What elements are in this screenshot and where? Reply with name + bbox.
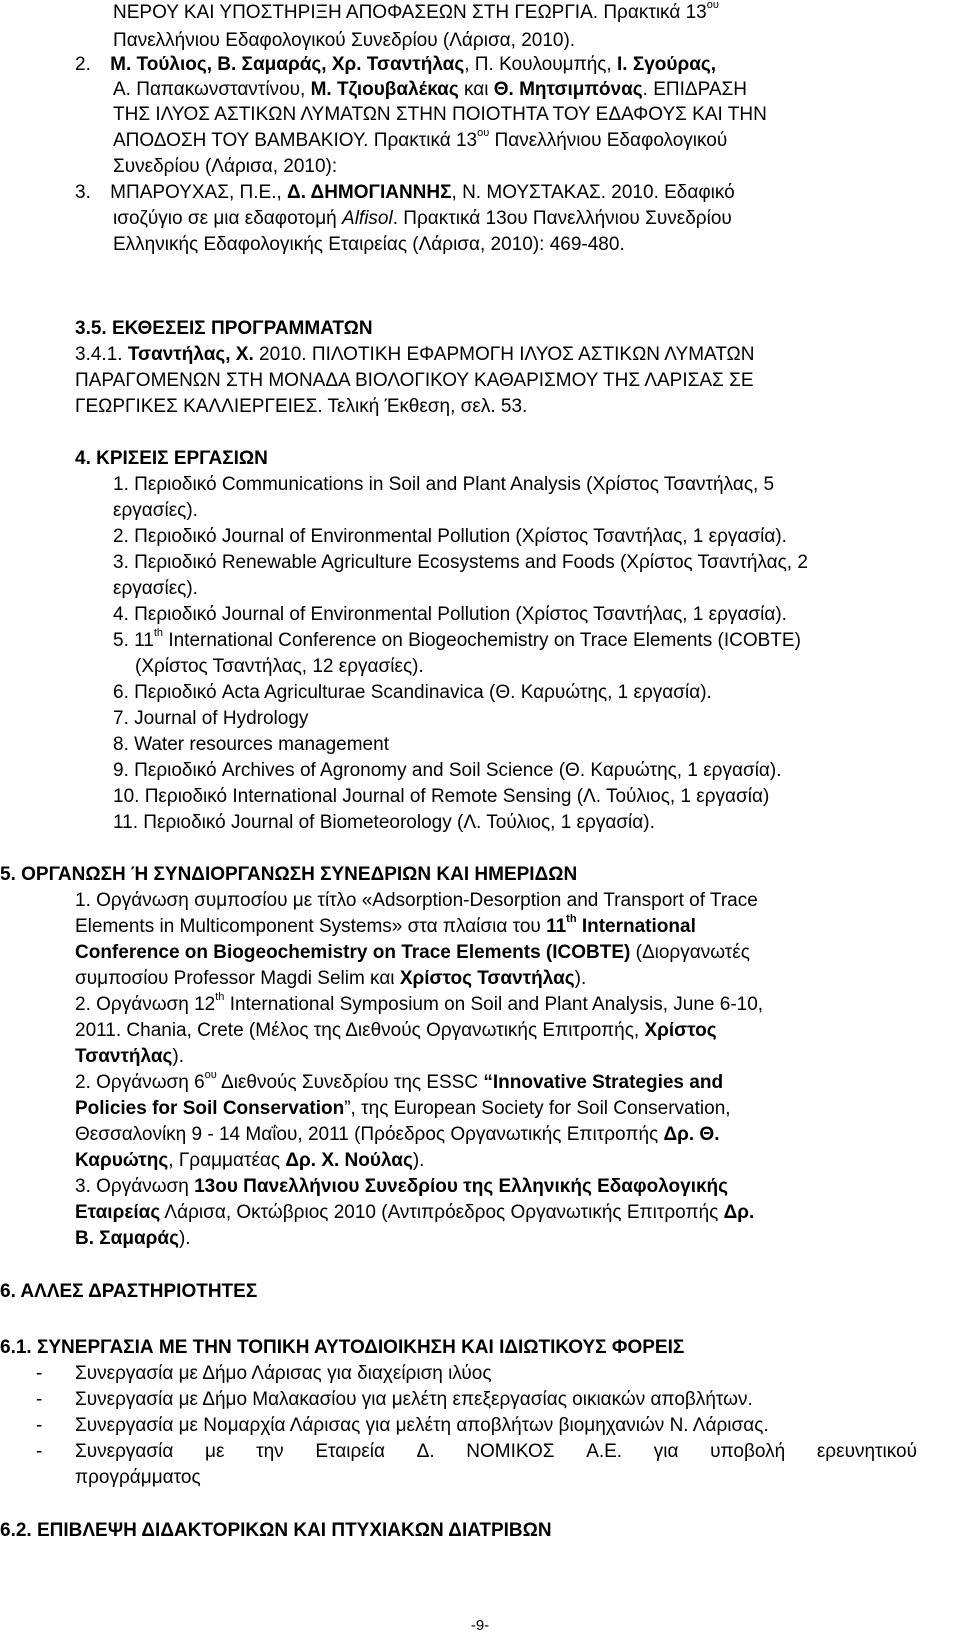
review-item: 11. Περιοδικό Journal of Biometeorology (Λ. Τούλιος, 1 εργασία). [113, 812, 655, 833]
word: Εταιρεία [315, 1441, 385, 1462]
text-bold: Δρ. [723, 1202, 755, 1223]
superscript: ου [204, 1068, 217, 1081]
review-item: εργασίες). [113, 500, 198, 521]
pub1-line1 [113, 0, 719, 26]
pub2-line5: Συνεδρίου (Λάρισα, 2010): [113, 156, 338, 177]
org-line [75, 992, 763, 1018]
word: Συνεργασία [75, 1441, 174, 1462]
text: ΑΠΟΔΟΣΗ ΤΟΥ ΒΑΜΒΑΚΙΟΥ. Πρακτικά 13 [113, 130, 478, 151]
text-bold: “Innovative Strategies and [483, 1072, 724, 1093]
text: , Γραμματέας [168, 1150, 286, 1171]
pub2-line3: ΤΗΣ ΙΛΥΟΣ ΑΣΤΙΚΩΝ ΛΥΜΑΤΩΝ ΣΤΗΝ ΠΟΙΟΤΗΤΑ ΤΟΥ ΕΔΑΦΟΥΣ ΚΑΙ ΤΗΝ [113, 104, 767, 125]
text: Α. Παπακωνσταντίνου, [113, 79, 311, 100]
word: ΝΟΜΙΚΟΣ [466, 1441, 555, 1462]
bullet-item: Συνεργασία με Δήμο Μαλακασίου για μελέτη επεξεργασίας οικιακών αποβλήτων. [75, 1389, 753, 1410]
pub2-line1 [75, 52, 716, 78]
text: 2011. Chania, Crete (Μέλος της Διεθνούς Οργανωτικής Επιτροπής, [75, 1020, 645, 1041]
org-line [75, 1018, 717, 1044]
text-bold: Δρ. Θ. [663, 1124, 720, 1145]
text-bold: 13ου Πανελλήνιου Συνεδρίου της Ελληνικής Εδαφολογικής [194, 1176, 729, 1197]
word: Δ. [416, 1441, 435, 1462]
section-heading-3-5: 3.5. ΕΚΘΕΣΕΙΣ ΠΡΟΓΡΑΜΜΑΤΩΝ [75, 318, 373, 339]
org-line [75, 1096, 731, 1122]
text: Θεσσαλονίκη 9 - 14 Μαΐου, 2011 (Πρόεδρος Οργανωτικής Επιτροπής [75, 1124, 664, 1145]
text: 5. 11 [113, 630, 154, 651]
review-item: 2. Περιοδικό Journal of Environmental Pollution (Χρίστος Τσαντήλας, 1 εργασία). [113, 526, 787, 547]
page-number: -9- [470, 1617, 490, 1634]
author-bold: Δ. ΔΗΜΟΓΙΑΝΝΗΣ [287, 182, 452, 203]
review-item [113, 628, 801, 654]
text: ”, της European Society for Soil Conservation, [344, 1098, 731, 1119]
text: Διεθνούς Συνεδρίου της ESSC [216, 1072, 484, 1093]
text: συμποσίου Professor Magdi Selim και [75, 968, 400, 989]
text: 2. Οργάνωση 6 [75, 1072, 205, 1093]
org-line [75, 1200, 754, 1226]
org-line [75, 966, 586, 992]
pub3-line2 [113, 206, 732, 232]
text: International Symposium on Soil and Plant Analysis, June 6-10, [224, 994, 764, 1015]
text: (Διοργανωτές [630, 942, 750, 963]
superscript: ου [706, 0, 719, 11]
org-line [75, 1122, 719, 1148]
review-item: 1. Περιοδικό Communications in Soil and Plant Analysis (Χρίστος Τσαντήλας, 5 [113, 474, 775, 495]
text: 3.4.1. [75, 344, 128, 365]
superscript: th [153, 626, 164, 639]
text-bold: Χρίστος Τσαντήλας [399, 968, 575, 989]
report-line3: ΓΕΩΡΓΙΚΕΣ ΚΑΛΛΙΕΡΓΕΙΕΣ. Τελική Έκθεση, σελ. 53. [75, 396, 528, 417]
word: για [653, 1441, 679, 1462]
section-heading-4: 4. ΚΡΙΣΕΙΣ ΕΡΓΑΣΙΩΝ [75, 448, 268, 469]
review-item: 4. Περιοδικό Journal of Environmental Pollution (Χρίστος Τσαντήλας, 1 εργασία). [113, 604, 787, 625]
report-line1 [75, 342, 754, 368]
section-heading-6: 6. ΑΛΛΕΣ ΔΡΑΣΤΗΡΙΟΤΗΤΕΣ [0, 1281, 258, 1302]
word: ερευνητικού [816, 1441, 917, 1462]
text: ). [172, 1046, 185, 1067]
pub3-line1 [75, 180, 735, 206]
word: υποβολή [710, 1441, 786, 1462]
superscript: th [215, 990, 225, 1003]
text: και [458, 79, 494, 100]
review-item: εργασίες). [113, 578, 198, 599]
section-heading-5: 5. ΟΡΓΑΝΩΣΗ Ή ΣΥΝΔΙΟΡΓΑΝΩΣΗ ΣΥΝΕΔΡΙΩΝ ΚΑΙ ΗΜΕΡΙΔΩΝ [0, 864, 578, 885]
text-bold: Εταιρείας [75, 1202, 161, 1223]
text: , Ν. ΜΟΥΣΤΑΚΑΣ. 2010. Εδαφικό [451, 182, 735, 203]
review-item: 7. Journal of Hydrology [113, 708, 309, 729]
item-number: 2. [75, 54, 91, 75]
text-bold: Policies for Soil Conservation [75, 1098, 345, 1119]
bullet-dash: - [36, 1441, 43, 1462]
bullet-dash: - [36, 1415, 43, 1436]
text: ). [412, 1150, 425, 1171]
org-line: 1. Οργάνωση συμποσίου με τίτλο «Adsorption-Desorption and Transport of Trace [75, 890, 758, 911]
pub1-line2: Πανελλήνιου Εδαφολογικού Συνεδρίου (Λάρισα, 2010). [113, 30, 576, 51]
bullet-item: Συνεργασία με Δήμο Λάρισας για διαχείριση ιλύος [75, 1363, 492, 1384]
text: . Πρακτικά 13ου Πανελλήνιου Συνεδρίου [392, 208, 732, 229]
text: Elements in Multicomponent Systems» στα πλαίσια του [75, 916, 547, 937]
org-line [75, 1044, 184, 1070]
review-item: (Χρίστος Τσαντήλας, 12 εργασίες). [135, 656, 424, 677]
word: με [205, 1441, 225, 1462]
review-item: 6. Περιοδικό Acta Agriculturae Scandinavica (Θ. Καρυώτης, 1 εργασία). [113, 682, 712, 703]
text-bold: Τσαντήλας [75, 1046, 173, 1067]
org-line [75, 1148, 424, 1174]
superscript: th [566, 912, 577, 925]
author-bold: Ι. Σγούρας, [616, 54, 717, 75]
review-item: 9. Περιοδικό Archives of Agronomy and Soil Science (Θ. Καρυώτης, 1 εργασία). [113, 760, 782, 781]
text-bold: Καρυώτης [75, 1150, 169, 1171]
author-bold: Μ. Τζιουβαλέκας [310, 79, 459, 100]
bullet-item: Συνεργασία με Νομαρχία Λάρισας για μελέτη αποβλήτων βιομηχανιών Ν. Λάρισας. [75, 1415, 769, 1436]
text: 3. Οργάνωση [75, 1176, 195, 1197]
superscript: ου [477, 126, 490, 139]
italic-term: Alfisol [342, 208, 393, 229]
text-bold: Conference on Biogeochemistry on Trace Elements (ICOBTE) [75, 942, 631, 963]
text: Λάρισα, Οκτώβριος 2010 (Αντιπρόεδρος Οργανωτικής Επιτροπής [160, 1202, 724, 1223]
bullet-item-cont: προγράμματος [75, 1467, 201, 1488]
item-number: 3. [75, 182, 91, 203]
text-bold: 11 [546, 916, 567, 937]
org-line [75, 1174, 728, 1200]
text: 2. Οργάνωση 12 [75, 994, 216, 1015]
bullet-dash: - [36, 1363, 43, 1384]
text: ). [574, 968, 587, 989]
pub2-line2 [113, 77, 747, 103]
author-bold: Μ. Τούλιος, Β. Σαμαράς, Χρ. Τσαντήλας [110, 54, 465, 75]
review-item: 10. Περιοδικό International Journal of Remote Sensing (Λ. Τούλιος, 1 εργασία) [113, 786, 770, 807]
org-line [75, 940, 750, 966]
text: International Conference on Biogeochemistry on Trace Elements (ICOBTE) [163, 630, 801, 651]
word: Α.Ε. [586, 1441, 623, 1462]
pub3-line3: Ελληνικής Εδαφολογικής Εταιρείας (Λάρισα, 2010): 469-480. [113, 234, 625, 255]
author-bold: Θ. Μητσιμπόνας [493, 79, 643, 100]
text-bold: International [576, 916, 696, 937]
subsection-heading-6-1: 6.1. ΣΥΝΕΡΓΑΣΙΑ ΜΕ ΤΗΝ ΤΟΠΙΚΗ ΑΥΤΟΔΙΟΙΚΗΣΗ ΚΑΙ ΙΔΙΩΤΙΚΟΥΣ ΦΟΡΕΙΣ [0, 1337, 685, 1358]
bullet-dash: - [36, 1389, 43, 1410]
text: . ΕΠΙΔΡΑΣΗ [642, 79, 747, 100]
text: ΝΕΡΟΥ ΚΑΙ ΥΠΟΣΤΗΡΙΞΗ ΑΠΟΦΑΣΕΩΝ ΣΤΗ ΓΕΩΡΓΙΑ. Πρακτικά 13 [113, 2, 707, 23]
word: την [256, 1441, 284, 1462]
text-bold: Δρ. Χ. Νούλας [285, 1150, 413, 1171]
text: ΜΠΑΡΟΥΧΑΣ, Π.Ε., [110, 182, 288, 203]
org-line [75, 1070, 723, 1096]
text-bold: Β. Σαμαράς [75, 1228, 179, 1249]
bullet-item-justified [75, 1439, 917, 1465]
org-line [75, 1226, 191, 1252]
text: ισοζύγιο σε μια εδαφοτομή [113, 208, 343, 229]
author-bold: Τσαντήλας, Χ. [127, 344, 254, 365]
review-item: 3. Περιοδικό Renewable Agriculture Ecosystems and Foods (Χρίστος Τσαντήλας, 2 [113, 552, 808, 573]
text-bold: Χρίστος [644, 1020, 717, 1041]
org-line [75, 914, 696, 940]
report-line2: ΠΑΡΑΓΟΜΕΝΩΝ ΣΤΗ ΜΟΝΑΔΑ ΒΙΟΛΟΓΙΚΟΥ ΚΑΘΑΡΙΣΜΟΥ ΤΗΣ ΛΑΡΙΣΑΣ ΣΕ [75, 370, 754, 391]
text: , Π. Κουλουμπής, [464, 54, 617, 75]
text: ). [178, 1228, 191, 1249]
text: Πανελλήνιου Εδαφολογικού [489, 130, 728, 151]
text: 2010. ΠΙΛΟΤΙΚΗ ΕΦΑΡΜΟΓΗ ΙΛΥΟΣ ΑΣΤΙΚΩΝ ΛΥΜΑΤΩΝ [253, 344, 755, 365]
review-item: 8. Water resources management [113, 734, 389, 755]
pub2-line4 [113, 128, 727, 154]
subsection-heading-6-2: 6.2. ΕΠΙΒΛΕΨΗ ΔΙΔΑΚΤΟΡΙΚΩΝ ΚΑΙ ΠΤΥΧΙΑΚΩΝ ΔΙΑΤΡΙΒΩΝ [0, 1520, 552, 1541]
